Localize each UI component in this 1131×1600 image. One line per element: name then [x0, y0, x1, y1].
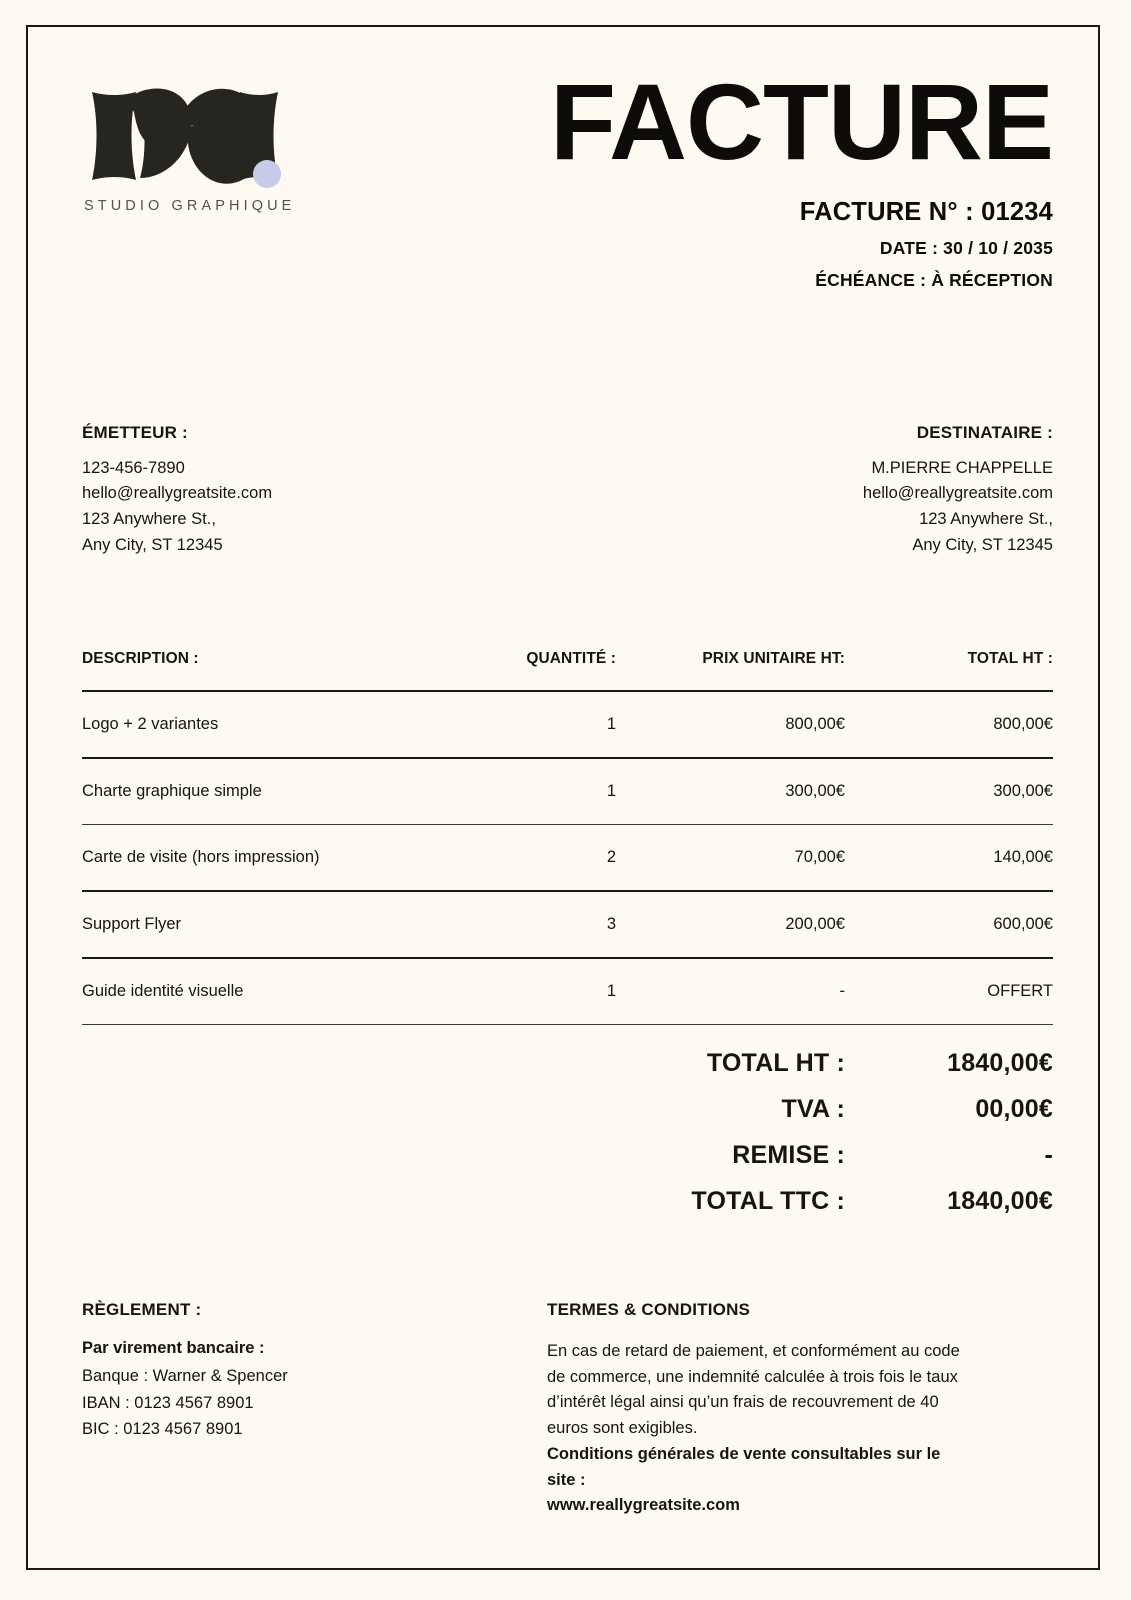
totals-value: 1840,00€ [947, 1187, 1053, 1215]
totals-row [82, 1095, 1053, 1124]
invoice-due-terms: ÉCHÉANCE : À RÉCEPTION [815, 270, 1053, 291]
recipient-title: DESTINATAIRE : [916, 423, 1053, 442]
column-header-description: DESCRIPTION : [82, 650, 199, 667]
column-header-total: TOTAL HT : [967, 650, 1053, 667]
sender-line: 123 Anywhere St., [82, 509, 216, 528]
cell-unit-price: - [839, 982, 845, 1000]
terms-section [547, 1300, 1053, 1519]
cell-quantity: 2 [606, 848, 616, 866]
payment-subtitle: Par virement bancaire : [82, 1339, 265, 1357]
cell-quantity: 3 [606, 915, 616, 933]
recipient-line: hello@reallygreatsite.com [862, 484, 1053, 503]
cell-total: 140,00€ [993, 848, 1053, 866]
brand-tagline: STUDIO GRAPHIQUE [84, 198, 296, 214]
payment-bic-line: BIC : 0123 4567 8901 [82, 1420, 243, 1439]
cell-description: Logo + 2 variantes [82, 715, 219, 733]
terms-cgv-line: Conditions générales de vente consultables sur le site : [547, 1444, 941, 1489]
cell-total: 300,00€ [993, 782, 1053, 800]
invoice-title-block [550, 61, 1053, 291]
cell-total: 600,00€ [993, 915, 1053, 933]
recipient-line: 123 Anywhere St., [919, 509, 1053, 528]
table-row [82, 959, 1053, 1024]
totals-label: TOTAL HT : [706, 1049, 845, 1077]
totals-row-grand [82, 1187, 1053, 1216]
table-bottom-divider [82, 1024, 1053, 1025]
table-row [82, 892, 1053, 957]
cell-total: OFFERT [987, 982, 1053, 1000]
cell-description: Charte graphique simple [82, 782, 262, 800]
sender-line: hello@reallygreatsite.com [82, 484, 273, 503]
payment-iban-line: IBAN : 0123 4567 8901 [82, 1393, 254, 1412]
recipient-line: Any City, ST 12345 [912, 535, 1053, 554]
cell-unit-price: 800,00€ [785, 715, 845, 733]
table-row [82, 825, 1053, 890]
column-header-unit-price: PRIX UNITAIRE HT: [702, 650, 845, 667]
sender-line: Any City, ST 12345 [82, 535, 223, 554]
terms-title: TERMES & CONDITIONS [547, 1300, 751, 1319]
totals-label: TOTAL TTC : [691, 1187, 845, 1215]
cell-description: Support Flyer [82, 915, 182, 933]
cell-description: Guide identité visuelle [82, 982, 244, 1000]
na-logo-icon [82, 78, 282, 190]
table-header-row [82, 650, 1053, 690]
totals-row [82, 1141, 1053, 1170]
brand-logo-block [82, 78, 312, 214]
sender-title: ÉMETTEUR : [82, 423, 188, 442]
totals-label: TVA : [781, 1095, 845, 1123]
table-row [82, 692, 1053, 757]
cell-quantity: 1 [606, 782, 616, 800]
terms-website: www.reallygreatsite.com [547, 1496, 740, 1515]
totals-section [82, 1032, 1053, 1216]
invoice-number: FACTURE N° : 01234 [799, 198, 1053, 227]
recipient-block [863, 420, 1053, 558]
cell-unit-price: 70,00€ [794, 848, 845, 866]
logo-accent-dot-icon [253, 160, 281, 188]
totals-value: 1840,00€ [947, 1049, 1053, 1077]
totals-label: REMISE : [732, 1141, 845, 1169]
cell-quantity: 1 [606, 715, 616, 733]
column-header-quantity: QUANTITÉ : [526, 650, 616, 667]
invoice-date: DATE : 30 / 10 / 2035 [879, 238, 1053, 259]
cell-quantity: 1 [606, 982, 616, 1000]
totals-value: - [1044, 1141, 1053, 1169]
parties-section [82, 420, 1053, 558]
line-items-table [82, 650, 1053, 1025]
page-title: FACTURE [550, 61, 1053, 182]
cell-unit-price: 300,00€ [785, 782, 845, 800]
cell-total: 800,00€ [993, 715, 1053, 733]
cell-description: Carte de visite (hors impression) [82, 848, 320, 866]
invoice-footer [82, 1300, 1053, 1519]
payment-section [82, 1300, 547, 1519]
payment-title: RÈGLEMENT : [82, 1300, 202, 1319]
cell-unit-price: 200,00€ [785, 915, 845, 933]
payment-bank-line: Banque : Warner & Spencer [82, 1367, 288, 1385]
terms-paragraph: En cas de retard de paiement, et conformément au code de commerce, une indemnité calculée à trois fois le taux d’intérêt légal ainsi qu’un frais de recouvrement de 40 euros sont exigibles. [547, 1342, 960, 1438]
totals-row [82, 1049, 1053, 1078]
totals-value: 00,00€ [975, 1095, 1053, 1123]
recipient-line: M.PIERRE CHAPPELLE [871, 458, 1053, 477]
sender-block [82, 420, 272, 558]
sender-line: 123-456-7890 [82, 458, 185, 477]
table-row [82, 759, 1053, 824]
